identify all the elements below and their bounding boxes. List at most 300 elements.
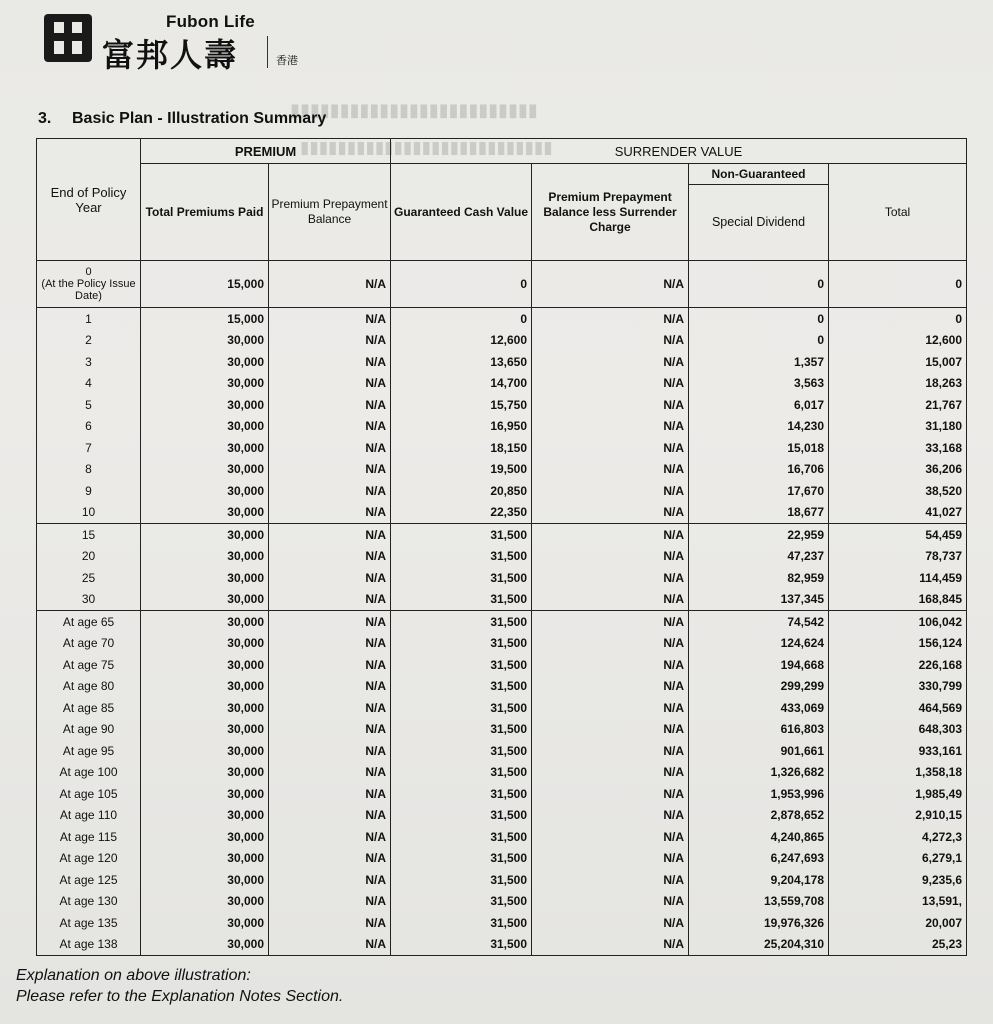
table-row <box>37 676 967 698</box>
policy-year-cell <box>37 697 141 719</box>
brand-region: 香港 <box>276 54 298 67</box>
guaranteed-cash-cell: 31,500 <box>391 719 532 741</box>
prepayment-less-charge-cell: N/A <box>532 762 689 784</box>
table-row <box>37 740 967 762</box>
special-dividend-cell: 14,230 <box>689 416 829 438</box>
prepayment-less-charge-cell: N/A <box>532 912 689 934</box>
guaranteed-cash-cell: 16,950 <box>391 416 532 438</box>
prepayment-balance-cell: N/A <box>269 567 391 589</box>
policy-year-label: At age 135 <box>59 915 118 930</box>
total-cell: 1,985,49 <box>829 783 967 805</box>
guaranteed-cash-cell: 12,600 <box>391 330 532 352</box>
prepayment-balance-cell: N/A <box>269 373 391 395</box>
prepayment-balance-cell: N/A <box>269 805 391 827</box>
table-row <box>37 848 967 870</box>
col-header-special-dividend: Special Dividend <box>689 185 829 261</box>
prepayment-balance-cell: N/A <box>269 589 391 611</box>
prepayment-less-charge-cell: N/A <box>532 480 689 502</box>
table-row <box>37 459 967 481</box>
prepayment-balance-cell: N/A <box>269 740 391 762</box>
prepayment-less-charge-cell: N/A <box>532 437 689 459</box>
group-header-surrender-value: SURRENDER VALUE <box>391 139 967 164</box>
prepayment-balance-cell: N/A <box>269 394 391 416</box>
table-row <box>37 611 967 633</box>
explanation-line-2: Please refer to the Explanation Notes Section. <box>16 988 344 1005</box>
total-cell: 226,168 <box>829 654 967 676</box>
policy-year-cell <box>37 373 141 395</box>
prepayment-balance-cell: N/A <box>269 869 391 891</box>
total-premiums-cell: 30,000 <box>141 459 269 481</box>
policy-year-label: At age 130 <box>59 894 118 909</box>
guaranteed-cash-cell: 31,500 <box>391 567 532 589</box>
special-dividend-cell: 2,878,652 <box>689 805 829 827</box>
total-cell: 648,303 <box>829 719 967 741</box>
total-cell: 330,799 <box>829 676 967 698</box>
total-cell: 168,845 <box>829 589 967 611</box>
policy-year-label: 4 <box>85 376 92 391</box>
policy-year-label: At age 65 <box>62 614 115 629</box>
policy-year-label: 8 <box>85 462 92 477</box>
guaranteed-cash-cell: 15,750 <box>391 394 532 416</box>
prepayment-balance-cell: N/A <box>269 654 391 676</box>
prepayment-balance-cell: N/A <box>269 480 391 502</box>
policy-year-cell <box>37 719 141 741</box>
guaranteed-cash-cell: 31,500 <box>391 546 532 568</box>
total-cell: 31,180 <box>829 416 967 438</box>
special-dividend-cell: 9,204,178 <box>689 869 829 891</box>
table-row <box>37 891 967 913</box>
subgroup-header-non-guaranteed: Non-Guaranteed <box>689 164 829 185</box>
guaranteed-cash-cell: 0 <box>391 261 532 308</box>
special-dividend-cell: 13,559,708 <box>689 891 829 913</box>
total-cell: 6,279,1 <box>829 848 967 870</box>
special-dividend-cell: 25,204,310 <box>689 934 829 956</box>
col-header-guaranteed-cash: Guaranteed Cash Value <box>391 164 532 261</box>
brand-name-english: Fubon Life <box>166 12 255 31</box>
guaranteed-cash-cell: 13,650 <box>391 351 532 373</box>
total-cell: 36,206 <box>829 459 967 481</box>
special-dividend-cell: 901,661 <box>689 740 829 762</box>
prepayment-balance-cell: N/A <box>269 697 391 719</box>
special-dividend-cell: 16,706 <box>689 459 829 481</box>
total-cell: 41,027 <box>829 502 967 524</box>
total-premiums-cell: 30,000 <box>141 524 269 546</box>
special-dividend-cell: 433,069 <box>689 697 829 719</box>
prepayment-less-charge-cell: N/A <box>532 261 689 308</box>
guaranteed-cash-cell: 31,500 <box>391 826 532 848</box>
policy-year-cell <box>37 611 141 633</box>
prepayment-less-charge-cell: N/A <box>532 589 689 611</box>
policy-year-label: 0 <box>85 266 92 278</box>
guaranteed-cash-cell: 31,500 <box>391 934 532 956</box>
prepayment-less-charge-cell: N/A <box>532 394 689 416</box>
total-premiums-cell: 30,000 <box>141 567 269 589</box>
total-premiums-cell: 30,000 <box>141 719 269 741</box>
table-row <box>37 719 967 741</box>
policy-year-cell <box>37 261 141 308</box>
table-row <box>37 330 967 352</box>
prepayment-balance-cell: N/A <box>269 912 391 934</box>
policy-year-label: At age 125 <box>59 872 118 887</box>
prepayment-less-charge-cell: N/A <box>532 416 689 438</box>
guaranteed-cash-cell: 31,500 <box>391 633 532 655</box>
total-premiums-cell: 30,000 <box>141 437 269 459</box>
policy-year-cell <box>37 351 141 373</box>
policy-year-cell <box>37 891 141 913</box>
prepayment-less-charge-cell: N/A <box>532 697 689 719</box>
guaranteed-cash-cell: 20,850 <box>391 480 532 502</box>
special-dividend-cell: 47,237 <box>689 546 829 568</box>
policy-year-cell <box>37 848 141 870</box>
total-cell: 12,600 <box>829 330 967 352</box>
table-row <box>37 261 967 308</box>
policy-year-cell <box>37 654 141 676</box>
policy-year-label: 7 <box>85 440 92 455</box>
prepayment-balance-cell: N/A <box>269 762 391 784</box>
col-header-prepayment-less-charge: Premium Prepayment Balance less Surrender Charge <box>532 164 689 261</box>
total-premiums-cell: 30,000 <box>141 654 269 676</box>
prepayment-less-charge-cell: N/A <box>532 740 689 762</box>
prepayment-balance-cell: N/A <box>269 719 391 741</box>
policy-year-label: At age 75 <box>62 657 115 672</box>
policy-year-cell <box>37 783 141 805</box>
table-row <box>37 502 967 524</box>
policy-year-cell <box>37 394 141 416</box>
guaranteed-cash-cell: 31,500 <box>391 783 532 805</box>
policy-year-cell <box>37 633 141 655</box>
table-row <box>37 589 967 611</box>
special-dividend-cell: 19,976,326 <box>689 912 829 934</box>
prepayment-balance-cell: N/A <box>269 891 391 913</box>
group-header-premium: PREMIUM <box>141 139 391 164</box>
total-premiums-cell: 30,000 <box>141 826 269 848</box>
prepayment-less-charge-cell: N/A <box>532 308 689 330</box>
total-cell: 1,358,18 <box>829 762 967 784</box>
prepayment-balance-cell: N/A <box>269 848 391 870</box>
policy-year-cell <box>37 459 141 481</box>
special-dividend-cell: 0 <box>689 308 829 330</box>
table-row <box>37 567 967 589</box>
policy-year-cell <box>37 437 141 459</box>
prepayment-balance-cell: N/A <box>269 459 391 481</box>
policy-year-cell <box>37 912 141 934</box>
prepayment-balance-cell: N/A <box>269 611 391 633</box>
total-premiums-cell: 30,000 <box>141 697 269 719</box>
brand-divider <box>267 36 268 68</box>
special-dividend-cell: 74,542 <box>689 611 829 633</box>
guaranteed-cash-cell: 31,500 <box>391 589 532 611</box>
total-cell: 9,235,6 <box>829 869 967 891</box>
policy-year-label: 25 <box>81 570 96 585</box>
col-header-year: End of Policy Year <box>37 139 141 261</box>
special-dividend-cell: 0 <box>689 330 829 352</box>
total-premiums-cell: 30,000 <box>141 502 269 524</box>
section-title <box>38 110 326 128</box>
prepayment-balance-cell: N/A <box>269 934 391 956</box>
table-row <box>37 480 967 502</box>
total-cell: 20,007 <box>829 912 967 934</box>
special-dividend-cell: 3,563 <box>689 373 829 395</box>
total-premiums-cell: 15,000 <box>141 308 269 330</box>
policy-year-label: At age 115 <box>59 829 118 844</box>
guaranteed-cash-cell: 14,700 <box>391 373 532 395</box>
special-dividend-cell: 6,247,693 <box>689 848 829 870</box>
total-cell: 156,124 <box>829 633 967 655</box>
prepayment-less-charge-cell: N/A <box>532 719 689 741</box>
policy-year-cell <box>37 762 141 784</box>
policy-year-cell <box>37 546 141 568</box>
total-premiums-cell: 30,000 <box>141 351 269 373</box>
prepayment-less-charge-cell: N/A <box>532 567 689 589</box>
total-premiums-cell: 30,000 <box>141 373 269 395</box>
prepayment-less-charge-cell: N/A <box>532 546 689 568</box>
policy-year-label: 15 <box>81 527 96 542</box>
guaranteed-cash-cell: 31,500 <box>391 805 532 827</box>
col-header-total-premiums: Total Premiums Paid <box>141 164 269 261</box>
prepayment-less-charge-cell: N/A <box>532 330 689 352</box>
special-dividend-cell: 4,240,865 <box>689 826 829 848</box>
total-cell: 106,042 <box>829 611 967 633</box>
prepayment-less-charge-cell: N/A <box>532 783 689 805</box>
guaranteed-cash-cell: 31,500 <box>391 891 532 913</box>
total-premiums-cell: 30,000 <box>141 891 269 913</box>
policy-year-label: 5 <box>85 397 92 412</box>
policy-year-cell <box>37 934 141 956</box>
policy-year-cell <box>37 308 141 330</box>
guaranteed-cash-cell: 31,500 <box>391 762 532 784</box>
special-dividend-cell: 18,677 <box>689 502 829 524</box>
prepayment-less-charge-cell: N/A <box>532 676 689 698</box>
special-dividend-cell: 17,670 <box>689 480 829 502</box>
total-premiums-cell: 30,000 <box>141 869 269 891</box>
explanation-note <box>16 965 343 1007</box>
table-row <box>37 351 967 373</box>
total-premiums-cell: 30,000 <box>141 783 269 805</box>
policy-year-label: 1 <box>85 311 92 326</box>
prepayment-less-charge-cell: N/A <box>532 891 689 913</box>
total-premiums-cell: 30,000 <box>141 848 269 870</box>
prepayment-less-charge-cell: N/A <box>532 373 689 395</box>
illustration-summary-table <box>36 138 967 956</box>
total-premiums-cell: 30,000 <box>141 416 269 438</box>
total-premiums-cell: 30,000 <box>141 805 269 827</box>
policy-year-label: At age 100 <box>59 765 118 780</box>
prepayment-balance-cell: N/A <box>269 633 391 655</box>
table-row <box>37 308 967 330</box>
prepayment-less-charge-cell: N/A <box>532 459 689 481</box>
total-premiums-cell: 30,000 <box>141 912 269 934</box>
policy-year-cell <box>37 330 141 352</box>
prepayment-less-charge-cell: N/A <box>532 826 689 848</box>
total-cell: 38,520 <box>829 480 967 502</box>
table-row <box>37 934 967 956</box>
guaranteed-cash-cell: 18,150 <box>391 437 532 459</box>
policy-year-cell <box>37 826 141 848</box>
total-premiums-cell: 30,000 <box>141 934 269 956</box>
table-row <box>37 783 967 805</box>
policy-year-cell <box>37 416 141 438</box>
total-cell: 13,591, <box>829 891 967 913</box>
table-row <box>37 394 967 416</box>
policy-year-label: At age 138 <box>59 937 118 952</box>
total-cell: 33,168 <box>829 437 967 459</box>
fubon-logo-bar <box>54 33 82 41</box>
guaranteed-cash-cell: 31,500 <box>391 740 532 762</box>
policy-year-note: (At the Policy Issue Date) <box>41 278 136 302</box>
policy-year-cell <box>37 502 141 524</box>
policy-year-label: 20 <box>81 549 96 564</box>
guaranteed-cash-cell: 31,500 <box>391 524 532 546</box>
prepayment-balance-cell: N/A <box>269 416 391 438</box>
policy-year-cell <box>37 589 141 611</box>
prepayment-less-charge-cell: N/A <box>532 869 689 891</box>
prepayment-balance-cell: N/A <box>269 502 391 524</box>
total-cell: 933,161 <box>829 740 967 762</box>
prepayment-less-charge-cell: N/A <box>532 805 689 827</box>
total-cell: 21,767 <box>829 394 967 416</box>
prepayment-less-charge-cell: N/A <box>532 351 689 373</box>
prepayment-balance-cell: N/A <box>269 330 391 352</box>
table-row <box>37 654 967 676</box>
policy-year-label: At age 90 <box>62 722 115 737</box>
policy-year-label: At age 80 <box>62 679 115 694</box>
table-row <box>37 437 967 459</box>
special-dividend-cell: 1,326,682 <box>689 762 829 784</box>
policy-year-cell <box>37 740 141 762</box>
total-premiums-cell: 30,000 <box>141 589 269 611</box>
prepayment-less-charge-cell: N/A <box>532 611 689 633</box>
table-row <box>37 869 967 891</box>
special-dividend-cell: 82,959 <box>689 567 829 589</box>
prepayment-less-charge-cell: N/A <box>532 934 689 956</box>
table-row <box>37 805 967 827</box>
guaranteed-cash-cell: 31,500 <box>391 611 532 633</box>
policy-year-cell <box>37 869 141 891</box>
prepayment-balance-cell: N/A <box>269 546 391 568</box>
prepayment-less-charge-cell: N/A <box>532 633 689 655</box>
table-row <box>37 546 967 568</box>
total-cell: 0 <box>829 308 967 330</box>
table-body <box>37 261 967 956</box>
special-dividend-cell: 1,953,996 <box>689 783 829 805</box>
total-premiums-cell: 30,000 <box>141 633 269 655</box>
total-premiums-cell: 30,000 <box>141 676 269 698</box>
prepayment-balance-cell: N/A <box>269 524 391 546</box>
policy-year-cell <box>37 676 141 698</box>
guaranteed-cash-cell: 19,500 <box>391 459 532 481</box>
special-dividend-cell: 1,357 <box>689 351 829 373</box>
total-premiums-cell: 30,000 <box>141 330 269 352</box>
brand-name-chinese: 富邦人壽 <box>102 36 239 74</box>
section-title-text: Basic Plan - Illustration Summary <box>72 110 327 127</box>
total-premiums-cell: 30,000 <box>141 480 269 502</box>
total-cell: 54,459 <box>829 524 967 546</box>
special-dividend-cell: 194,668 <box>689 654 829 676</box>
policy-year-cell <box>37 480 141 502</box>
col-header-total: Total <box>829 164 967 261</box>
table-row <box>37 373 967 395</box>
prepayment-less-charge-cell: N/A <box>532 654 689 676</box>
policy-year-label: 3 <box>85 354 92 369</box>
policy-year-label: 6 <box>85 419 92 434</box>
prepayment-balance-cell: N/A <box>269 437 391 459</box>
total-premiums-cell: 30,000 <box>141 762 269 784</box>
special-dividend-cell: 299,299 <box>689 676 829 698</box>
total-premiums-cell: 30,000 <box>141 740 269 762</box>
table-row <box>37 762 967 784</box>
total-cell: 15,007 <box>829 351 967 373</box>
prepayment-balance-cell: N/A <box>269 261 391 308</box>
table-row <box>37 826 967 848</box>
prepayment-balance-cell: N/A <box>269 676 391 698</box>
special-dividend-cell: 15,018 <box>689 437 829 459</box>
table-row <box>37 633 967 655</box>
policy-year-label: At age 120 <box>59 851 118 866</box>
guaranteed-cash-cell: 31,500 <box>391 912 532 934</box>
table-row <box>37 697 967 719</box>
table-row <box>37 524 967 546</box>
guaranteed-cash-cell: 31,500 <box>391 676 532 698</box>
total-cell: 78,737 <box>829 546 967 568</box>
total-cell: 464,569 <box>829 697 967 719</box>
prepayment-balance-cell: N/A <box>269 308 391 330</box>
total-cell: 0 <box>829 261 967 308</box>
special-dividend-cell: 137,345 <box>689 589 829 611</box>
policy-year-cell <box>37 805 141 827</box>
prepayment-balance-cell: N/A <box>269 783 391 805</box>
total-premiums-cell: 15,000 <box>141 261 269 308</box>
policy-year-label: 10 <box>81 505 96 520</box>
special-dividend-cell: 22,959 <box>689 524 829 546</box>
total-premiums-cell: 30,000 <box>141 546 269 568</box>
explanation-line-1: Explanation on above illustration: <box>16 967 251 984</box>
prepayment-less-charge-cell: N/A <box>532 502 689 524</box>
total-cell: 2,910,15 <box>829 805 967 827</box>
policy-year-label: At age 105 <box>59 786 118 801</box>
special-dividend-cell: 6,017 <box>689 394 829 416</box>
prepayment-less-charge-cell: N/A <box>532 524 689 546</box>
policy-year-label: 9 <box>85 483 92 498</box>
total-premiums-cell: 30,000 <box>141 394 269 416</box>
special-dividend-cell: 616,803 <box>689 719 829 741</box>
policy-year-label: 2 <box>85 333 92 348</box>
prepayment-balance-cell: N/A <box>269 826 391 848</box>
special-dividend-cell: 124,624 <box>689 633 829 655</box>
prepayment-balance-cell: N/A <box>269 351 391 373</box>
policy-year-label: At age 70 <box>62 636 115 651</box>
total-cell: 25,23 <box>829 934 967 956</box>
policy-year-cell <box>37 567 141 589</box>
total-cell: 18,263 <box>829 373 967 395</box>
guaranteed-cash-cell: 31,500 <box>391 869 532 891</box>
total-cell: 4,272,3 <box>829 826 967 848</box>
special-dividend-cell: 0 <box>689 261 829 308</box>
prepayment-less-charge-cell: N/A <box>532 848 689 870</box>
policy-year-cell <box>37 524 141 546</box>
total-premiums-cell: 30,000 <box>141 611 269 633</box>
policy-year-label: At age 110 <box>59 808 118 823</box>
guaranteed-cash-cell: 0 <box>391 308 532 330</box>
policy-year-label: At age 85 <box>62 700 115 715</box>
table-row <box>37 912 967 934</box>
section-number: 3. <box>38 110 52 127</box>
guaranteed-cash-cell: 22,350 <box>391 502 532 524</box>
col-header-prepayment-balance: Premium Prepayment Balance <box>269 164 391 261</box>
policy-year-label: 30 <box>81 592 96 607</box>
policy-year-label: At age 95 <box>62 743 115 758</box>
table-row <box>37 416 967 438</box>
guaranteed-cash-cell: 31,500 <box>391 697 532 719</box>
